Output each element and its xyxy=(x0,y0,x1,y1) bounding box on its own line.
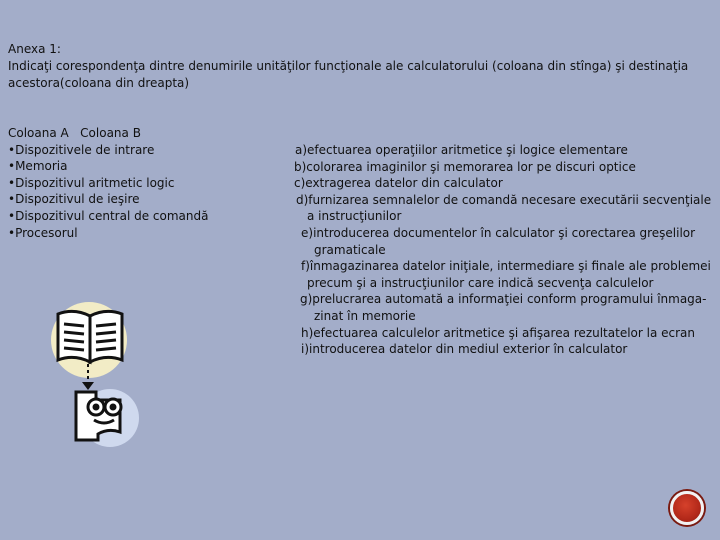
column-b-item-continuation: a instrucţiunilor xyxy=(307,209,402,224)
columns-header: Coloana A Coloana B xyxy=(8,126,141,140)
column-b-item-continuation: precum şi a instrucţiunilor care indică secvenţa calculelor xyxy=(307,275,654,290)
heading-instruction-line-1: Indicaţi corespondenţa dintre denumirile unităţilor funcţionale ale calculatorului (coloana din stînga) şi destinaţia xyxy=(8,59,689,73)
book-icon xyxy=(58,311,122,362)
column-b xyxy=(288,142,712,358)
column-b-item: c)extragerea datelor din calculator xyxy=(294,176,503,191)
column-b-item: a)efectuarea operaţiilor aritmetice şi logice elementare xyxy=(295,143,628,157)
column-b-item: f)înmagazinarea datelor iniţiale, intermediare şi finale ale problemei xyxy=(301,259,711,274)
column-a-item: •Dispozitivul central de comandă xyxy=(8,208,209,223)
column-b-item: d)furnizarea semnalelor de comandă necesare executării secvenţiale xyxy=(296,192,712,207)
column-b-item-continuation: gramaticale xyxy=(314,242,386,257)
column-a-item: •Memoria xyxy=(8,159,68,174)
column-b-item: i)introducerea datelor din mediul exterior în calculator xyxy=(301,342,628,357)
book-to-computer-icon xyxy=(48,300,143,455)
column-b-item: e)introducerea documentelor în calculator şi corectarea greşelilor xyxy=(301,225,696,240)
assignment-heading xyxy=(8,41,698,92)
column-a-item: •Procesorul xyxy=(8,225,78,240)
red-circle-button-icon[interactable] xyxy=(670,491,704,525)
column-b-item: b)colorarea imaginilor şi memorarea lor pe discuri optice xyxy=(294,159,636,174)
column-b-item-continuation: zinat în memorie xyxy=(314,308,416,323)
heading-instruction-line-2: acestora(coloana din dreapta) xyxy=(8,76,190,90)
column-b-item: h)efectuarea calculelor aritmetice şi afişarea rezultatelor la ecran xyxy=(301,325,695,340)
column-b-item: g)prelucrarea automată a informaţiei conform programului înmaga- xyxy=(300,292,707,307)
column-a-item: •Dispozitivul aritmetic logic xyxy=(8,175,175,190)
column-a-item: •Dispozitivul de ieşire xyxy=(8,192,140,207)
column-a xyxy=(8,125,268,241)
heading-title: Anexa 1: xyxy=(8,42,61,56)
column-a-item: •Dispozitivele de intrare xyxy=(8,142,155,157)
